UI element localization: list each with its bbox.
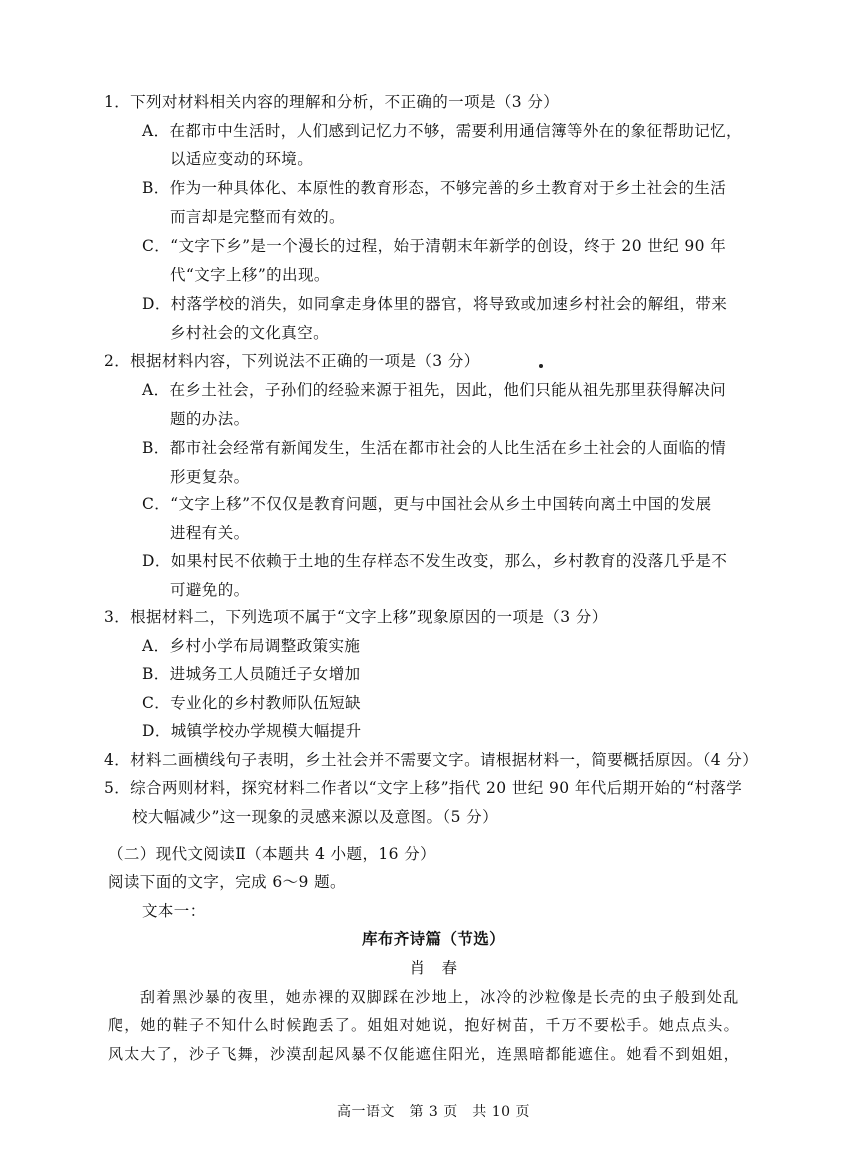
page-footer: 高一语文 第 3 页 共 10 页 — [336, 1104, 531, 1120]
question-1-option-d-cont: 乡村社会的文化真空。 — [170, 324, 330, 342]
passage-line-1: 刮着黑沙暴的夜里，她赤裸的双脚踩在沙地上，冰冷的沙粒像是长壳的虫子般到处乱 — [140, 988, 740, 1006]
passage-title: 库布齐诗篇（节选） — [361, 929, 506, 948]
question-2-option-a: A．在乡土社会，子孙们的经验来源于祖先，因此，他们只能从祖先那里获得解决问 — [142, 381, 726, 399]
question-1-option-d: D．村落学校的消失，如同拿走身体里的器官，将导致或加速乡村社会的解组，带来 — [142, 295, 728, 313]
question-1-option-c-cont: 代“文字上移”的出现。 — [170, 266, 330, 284]
question-2-option-a-cont: 题的办法。 — [170, 410, 250, 428]
question-2-option-d: D．如果村民不依赖于土地的生存样态不发生改变，那么，乡村教育的没落几乎是不 — [142, 552, 728, 570]
question-1-option-a-cont: 以适应变动的环境。 — [170, 150, 314, 168]
question-1-option-c: C．“文字下乡”是一个漫长的过程，始于清朝末年新学的创设，终于 20 世纪 90 年 — [142, 237, 727, 255]
question-2-stem: 2．根据材料内容，下列说法不正确的一项是（3 分） — [104, 352, 480, 370]
section-heading: （二）现代文阅读Ⅱ（本题共 4 小题，16 分） — [108, 845, 437, 863]
text-label: 文本一： — [142, 902, 206, 920]
question-5-stem: 5．综合两则材料，探究材料二作者以“文字上移”指代 20 世纪 90 年代后期开始的“村落学 — [104, 779, 743, 797]
question-3-option-a: A．乡村小学布局调整政策实施 — [142, 637, 361, 655]
question-1-stem: 1．下列对材料相关内容的理解和分析，不正确的一项是（3 分） — [104, 93, 560, 111]
question-2-option-d-cont: 可避免的。 — [170, 581, 250, 599]
question-4-stem: 4．材料二画横线句子表明，乡土社会并不需要文字。请根据材料一，简要概括原因。（4 分） — [104, 751, 759, 769]
question-2-option-c-cont: 进程有关。 — [170, 524, 250, 542]
question-3-option-c: C．专业化的乡村教师队伍短缺 — [142, 694, 361, 712]
section-instruction: 阅读下面的文字，完成 6～9 题。 — [108, 873, 346, 891]
question-1-option-a: A．在都市中生活时，人们感到记忆力不够，需要利用通信簿等外在的象征帮助记忆， — [142, 122, 742, 140]
question-2-option-b: B．都市社会经常有新闻发生，生活在都市社会的人比生活在乡土社会的人面临的情 — [142, 439, 727, 457]
question-1-option-b-cont: 而言却是完整而有效的。 — [170, 208, 345, 226]
passage-line-2: 爬，她的鞋子不知什么时候跑丢了。姐姐对她说，抱好树苗，千万不要松手。她点点头。 — [108, 1016, 740, 1034]
question-3-option-d: D．城镇学校办学规模大幅提升 — [142, 722, 362, 740]
passage-author: 肖 春 — [409, 959, 458, 977]
question-3-stem: 3．根据材料二，下列选项不属于“文字上移”现象原因的一项是（3 分） — [104, 608, 608, 626]
question-2-option-b-cont: 形更复杂。 — [170, 468, 250, 486]
passage-line-3: 风太大了，沙子飞舞，沙漠刮起风暴不仅能遮住阳光，连黑暗都能遮住。她看不到姐姐， — [108, 1045, 740, 1063]
question-5-stem-cont: 校大幅减少”这一现象的灵感来源以及意图。（5 分） — [132, 808, 498, 826]
question-2-option-c: C．“文字上移”不仅仅是教育问题，更与中国社会从乡土中国转向离土中国的发展 — [142, 495, 712, 513]
question-3-option-b: B．进城务工人员随迁子女增加 — [142, 665, 361, 683]
question-1-option-b: B．作为一种具体化、本原性的教育形态，不够完善的乡土教育对于乡土社会的生活 — [142, 179, 727, 197]
ink-speck — [539, 364, 543, 368]
